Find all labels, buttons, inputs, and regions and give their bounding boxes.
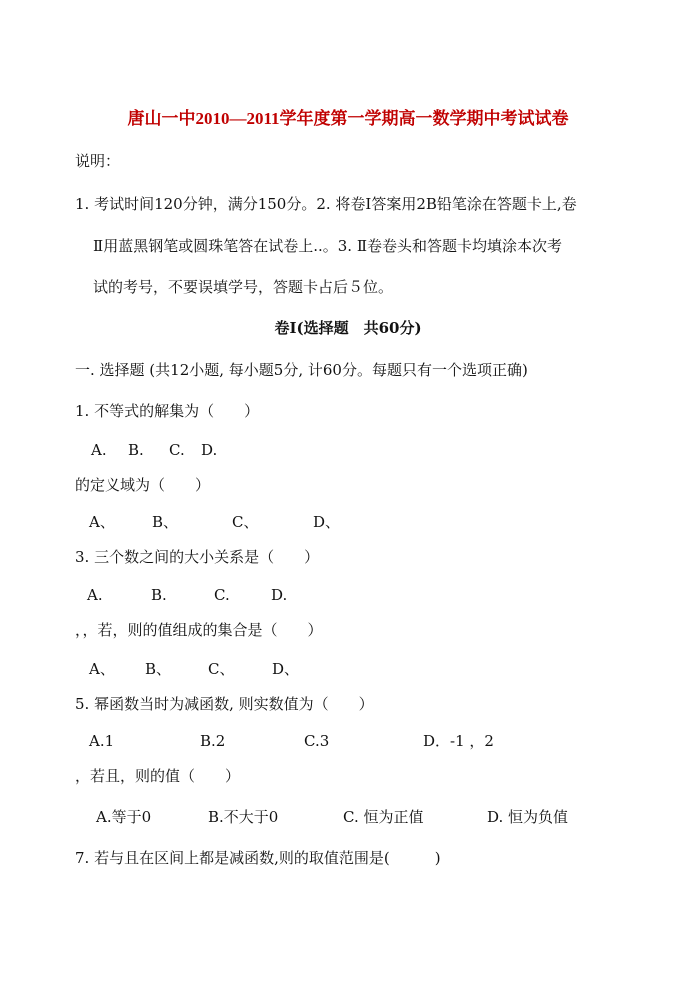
question-2-option-b: B、 bbox=[152, 513, 179, 531]
question-7-stem: 7. 若与且在区间上都是减函数,则的取值范围是( ) bbox=[75, 849, 441, 867]
question-6-stem: ，若且，则的值（ ） bbox=[75, 767, 241, 785]
question-3-stem: 3. 三个数之间的大小关系是（ ） bbox=[75, 548, 320, 566]
note-label: 说明： bbox=[75, 152, 121, 170]
question-2-option-d: D、 bbox=[313, 513, 341, 531]
question-6-option-b: B.不大于0 bbox=[208, 808, 279, 826]
question-4-option-b: B、 bbox=[145, 660, 172, 678]
note-line-3: 试的考号，不要误填学号，答题卡占后５位。 bbox=[93, 278, 394, 296]
question-1-option-b: B. bbox=[128, 441, 144, 459]
part-heading: 一. 选择题 (共12小题, 每小题5分, 计60分。每题只有一个选项正确) bbox=[75, 361, 528, 379]
question-2-stem: 的定义域为（ ） bbox=[75, 476, 211, 494]
question-6-option-c: C. 恒为正值 bbox=[343, 808, 424, 826]
question-2-option-c: C、 bbox=[232, 513, 259, 531]
question-5-option-b: B.2 bbox=[200, 732, 226, 750]
section-title: 卷Ⅰ(选择题 共60分) bbox=[274, 319, 422, 337]
question-1-option-c: C. bbox=[169, 441, 185, 459]
question-5-option-a: A.1 bbox=[89, 732, 115, 750]
question-4-option-a: A、 bbox=[89, 660, 115, 678]
question-3-option-a: A. bbox=[87, 586, 103, 604]
question-6-option-d: D. 恒为负值 bbox=[487, 808, 569, 826]
question-1-stem: 1. 不等式的解集为（ ） bbox=[75, 402, 260, 420]
question-5-stem: 5. 幂函数当时为减函数, 则实数值为（ ） bbox=[75, 695, 374, 713]
question-3-option-c: C. bbox=[214, 586, 230, 604]
question-1-option-d: D. bbox=[201, 441, 218, 459]
question-4-stem: ，，若，则的值组成的集合是（ ） bbox=[75, 621, 323, 639]
question-2-option-a: A、 bbox=[89, 513, 115, 531]
question-3-option-d: D. bbox=[271, 586, 288, 604]
question-6-option-a: A.等于0 bbox=[96, 808, 152, 826]
question-5-option-d: D．-1 ，2 bbox=[423, 732, 494, 750]
question-4-option-d: D、 bbox=[272, 660, 300, 678]
note-line-2: Ⅱ用蓝黑钢笔或圆珠笔答在试卷上..。3. Ⅱ卷卷头和答题卡均填涂本次考 bbox=[93, 237, 563, 255]
question-3-option-b: B. bbox=[151, 586, 167, 604]
note-line-1: 1. 考试时间120分钟，满分150分。2. 将卷Ⅰ答案用2B铅笔涂在答题卡上,卷 bbox=[75, 195, 577, 213]
question-4-option-c: C、 bbox=[208, 660, 235, 678]
question-1-option-a: A. bbox=[91, 441, 107, 459]
question-5-option-c: C.3 bbox=[304, 732, 330, 750]
exam-title: 唐山一中2010—2011学年度第一学期高一数学期中考试试卷 bbox=[127, 109, 569, 128]
